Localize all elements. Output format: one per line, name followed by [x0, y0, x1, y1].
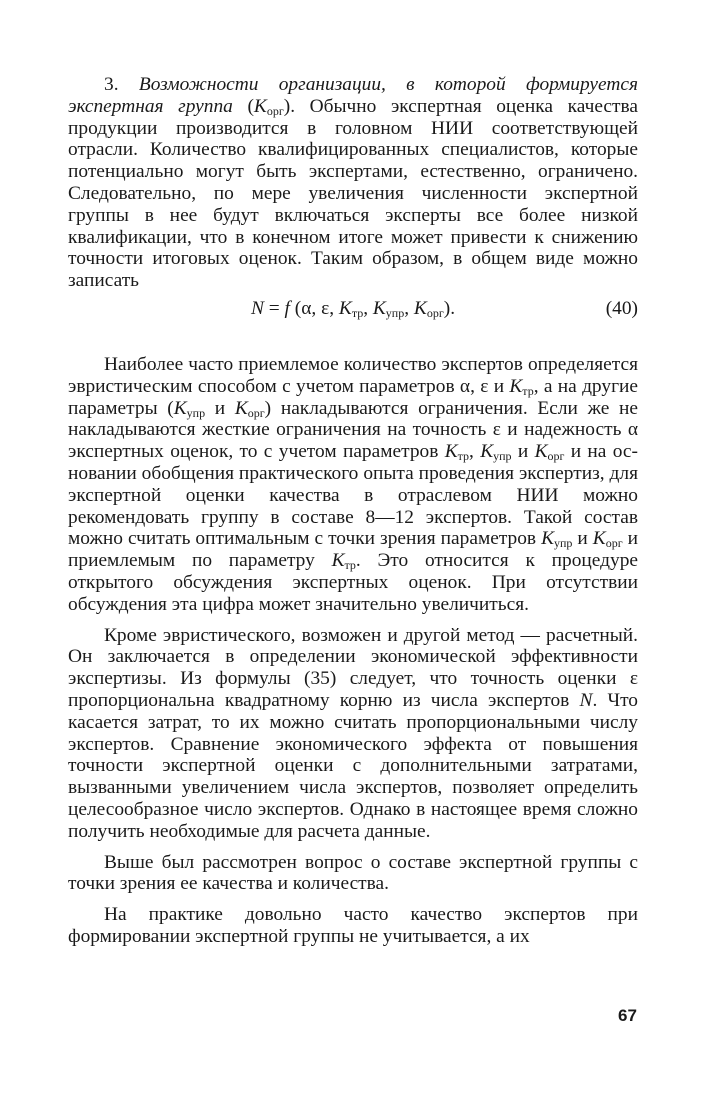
formula-k3-sub: орг [426, 305, 444, 320]
formula-k3: К [413, 297, 427, 319]
symbol-k-subscript: орг [266, 103, 284, 118]
formula-k1-sub: тр [351, 305, 364, 320]
paragraph-heuristic [68, 354, 638, 616]
symbol-sub: упр [186, 405, 206, 420]
symbol-sub: орг [247, 405, 265, 420]
formula-args: α, ε, [301, 297, 339, 319]
paragraph-text: Обычно экспертная оценка качества продукции производится в головном НИИ соответствующей отрасли. Количество квалифицированных специалистов, которые потенциально могут быть экспертами, естественно, ограничено. Следовательно, по мере увеличения численности экспертной группы в нее будут включаться эксперты все более низкой квалификации, что в конечном итоге может привести к снижению точности итоговых оценок. Таким образом, в общем виде можно записать [68, 95, 638, 292]
paragraph-summary: Выше был рассмотрен вопрос о составе экспертной группы с точки зрения ее качества и количества. [68, 851, 638, 895]
text-run: . Что касается затрат, то их можно считать пропорциональными числу экспертов. Сравнение экономического эффекта от повышения точности экспертной оценки с дополнительными затратами, вызванными увеличением числа экспертов, позволяет определить целесообразное число экспертов. Однако в настоящее время сложно получить необходимые для расчета данные. [68, 689, 638, 842]
symbol-k: К [480, 441, 494, 463]
formula-open: ( [289, 297, 302, 319]
formula-lhs: N [250, 297, 264, 319]
text-run: и [572, 528, 593, 550]
symbol-sub: тр [522, 383, 534, 398]
paragraph-calculation [68, 625, 638, 843]
text-run: ) накладываются ограничения. Если же не накладываются жесткие ограничения на точность ε и надежность α экспертных оценок, то с учетом параметров [68, 397, 638, 463]
symbol-open: ( [232, 95, 254, 117]
item-title: Возможности организации, в которой формируется экспертная группа [68, 74, 638, 117]
symbol-k: К [253, 95, 267, 117]
formula-sep: , [404, 297, 414, 319]
spacer [68, 843, 638, 852]
paragraph-item-3 [68, 74, 638, 292]
symbol-sub: упр [553, 536, 573, 551]
spacer [68, 895, 638, 904]
formula-k2: К [372, 297, 386, 319]
formula-k1: К [338, 297, 352, 319]
text-run: и приемлемым по параметру [68, 528, 638, 572]
symbol-k: К [173, 397, 187, 419]
symbol-k: К [331, 550, 345, 572]
text-run: . Это относится к процедуре открытого обсуждения экспертных оценок. При отсутствии обсуждения эта цифра может значительно увеличиться. [68, 550, 639, 615]
spacer [68, 616, 638, 625]
formula-40 [68, 294, 638, 324]
symbol-n: N [579, 689, 593, 711]
formula-equals: = [263, 297, 285, 319]
formula-expression [68, 294, 638, 324]
symbol-sub: орг [547, 449, 565, 464]
symbol-k: К [541, 528, 554, 550]
formula-sep: , [363, 297, 373, 319]
formula-close: ). [443, 297, 456, 319]
text-run: , [469, 441, 481, 463]
symbol-sub: орг [605, 536, 623, 551]
page-body [68, 74, 638, 948]
formula-func: f [284, 297, 290, 319]
text-run: и [511, 441, 535, 463]
text-run: , а на другие параметры ( [68, 375, 639, 419]
text-run: и на основании обобщения практического опыта проведения экспертиз, для экспертной оценки качества в отраслевом НИИ можно рекомендовать группу в составе 8—12 экспертов. Такой состав можно считать оптимальным с точки зрения параметров [68, 441, 638, 550]
formula-k2-sub: упр [385, 305, 405, 320]
item-number: 3. [104, 74, 119, 95]
symbol-k: К [444, 441, 458, 463]
text-run: Кроме эвристического, возможен и другой метод — расчетный. Он заключается в определении экономической эффективности экспертизы. Из формулы (35) следует, что точность оценки ε пропорциональна квадратному корню из числа экспертов [68, 624, 638, 711]
symbol-k: К [509, 375, 523, 397]
symbol-sub: тр [344, 558, 356, 573]
paragraph-practice: На практике довольно часто качество экспертов при формировании экспертной группы не учитывается, а их [68, 904, 638, 947]
symbol-k: К [592, 528, 606, 550]
symbol-sub: упр [493, 449, 512, 464]
symbol-close: ). [283, 95, 296, 117]
symbol-k: К [534, 441, 548, 463]
symbol-sub: тр [457, 449, 469, 464]
symbol-k: К [234, 397, 248, 419]
text-run: и [205, 397, 235, 419]
formula-number: (40) [605, 297, 638, 319]
spacer [68, 324, 638, 354]
page-number: 67 [618, 1006, 637, 1025]
text-run: Наиболее часто приемлемое количество экспертов определяется эвристическим способом с учетом параметров α, ε и [68, 353, 638, 397]
